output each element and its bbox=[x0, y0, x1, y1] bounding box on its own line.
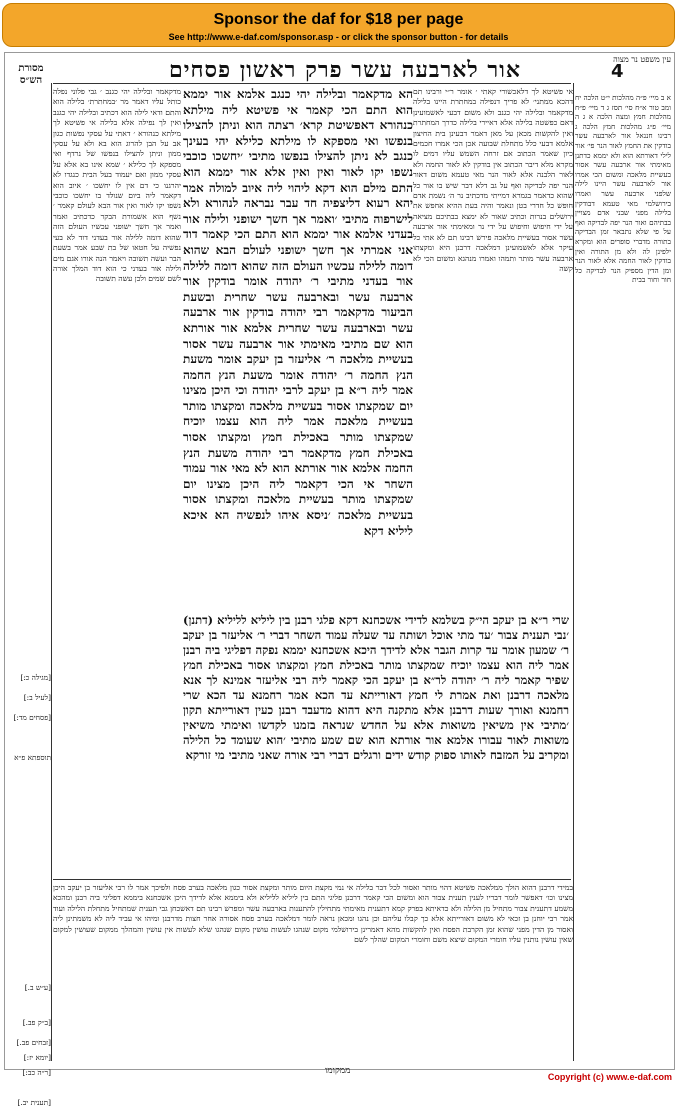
side-note: [יומא יז:] bbox=[23, 1053, 51, 1062]
sponsor-banner-subtitle[interactable]: See http://www.e-daf.com/sponsor.asp - or click the sponsor button - for details bbox=[168, 32, 509, 42]
ein-mishpat-label: עין משפט נר מצוה bbox=[613, 55, 671, 64]
sponsor-banner-title[interactable]: Sponsor the daf for $18 per page bbox=[213, 11, 464, 28]
side-note: [מגילה כ:] bbox=[20, 673, 51, 682]
page-number: 4 bbox=[611, 61, 624, 82]
side-note: תוספתא פ״א bbox=[14, 753, 51, 762]
page-header-title: אור לארבעה עשר פרק ראשון פסחים bbox=[169, 57, 521, 83]
side-note: [פסחים מד:] bbox=[13, 713, 51, 722]
gemara-text-continued: שרי ר״א בן יעקב הי״ק בשלמא לדידי אשכחנא דקא פלגי רבנן בין ליליא לליליא (דתנן) ׳נבי תענית צבור ׳עד מתי אוכל ושותה עד שעלה עמוד השחר דברי ר׳ אליעזר בן יעקב ר׳ שמעון אומר עד קרות הגבר אלא לדידך היכא אשכחנא יממא נפקה דפליגי ביה רבנן אמר ליה הוא עצמו יוכיח שמקצתו מותר באכילת חמץ ומקצתו אסור באכילת חמץ שפיר קאמר ליה ר׳ יהודה לר״א בן יעקב הכי קאמר ליה רבי אליעזר אמינא לך אנא מלאכה דרבנן ואת אמרת לי חמץ דאורייתא עד הכא אמר רחמנא עד הכא שרי רחמנא ואורך שעות דרבנן אלא מתקנה היא דהוא מדעבד רבנן כעין דאורייתא תקון ׳מתיבי אין משיאין משואות אלא על החדש שנראה בזמנו לקדשו ואימתי משיאין משואות לאור עבורו אלמא אור אורתא הוא שם שמע מתיבי ׳הוא שעומד כל הלילה ומקריב על המזבח לאותו ספוק קודש ידים ורגלים דברי רבי אורה שאני מתיבי מי זורקא bbox=[183, 613, 569, 762]
side-note: [זבחים פב.] bbox=[16, 1038, 51, 1047]
side-note: [ב״ק פב.] bbox=[22, 1018, 51, 1027]
sponsor-banner[interactable] bbox=[2, 3, 675, 47]
masechet-label: מסורת הש״ס bbox=[18, 63, 44, 86]
bottom-commentary: במידי דרבנן דהוא הולך ממלאכה פשיטא דהוי מותר ואסור לכל דבר בלילה אי נמי מקצת היום מותר ומקצת אסור כגון מלאכה בערב פסח ולפיכך אמר לו רבי אליעזר בן יעקב היכן מצינו וכו׳ דאפשר לומר דבריו לענין תענית צבור הוא ומשום הכי קאמר דרבנן פליגי התם בין ליליא לליליא ולא ביממא אלא לדידך היכן אשכחנא ביממא דפליגי ביה רבנן ומהכא משמע דתענית צבור מתחיל מן הלילה ולא כדאיתא בפרק קמא דתענית מאימתי מתחילין להתענות בארבעה עשר ומפרש רבינו תם דאשכחן גבי תענית שמתחיל מתחלת הלילה ועוד אמר רבי יוחנן בן זכאי לא משום דאורייתא אלא כך קבלו עליהם וכן נהגו ומכאן נראה לומר דמלאכה בערב פסח אסורה אחר חצות מדרבנן ומיהו אי עביד ליה לא משמתינן ליה ואסור מן הדין מפני שהוא זמן הקרבת הפסח ואין להקשות מהא דאמרינן בירושלמי מקום שנהגו לעשות עושין מקום שנהגו שלא לעשות אין עושין והמהלך ממקום שעושין למקום שאין עושין נותנין עליו חומרי המקום שיצא משם וחומרי המקום שהלך לשם bbox=[53, 883, 573, 945]
side-note: [תענית יב.] bbox=[17, 1098, 51, 1107]
side-note: [ע״ש ב.] bbox=[24, 983, 51, 992]
gemara-text: הא מדקאמר ובלילה יהי כנגב אלמא אור יממא הוא התם הכי קאמר אי פשיטא ליה מילתא כנהורא דאפשיטת קרא׳ רצתה הוא וניתן להצילו בנפשו ואי מספקא לו מילתא כלילא יהי בעינך כנגב לא ניתן להצילו בנפשו מתיבי ׳יחשכו כוכבי נשפו יקו לאור ואין ואין אלא אור יממא הוא התם מילם הוא דקא ליהוי ליה איוב למולה אמר יהא רעוא דליצפיה חד עבר נבראה לנהורא ולא לישרפוה מתיבי ׳ואמר אך חשך ישופני ולילה אור בעדני אלמא אור יממא הוא התם הכי קאמר דוד אני אמרתי אך חשך ישופני לעולם הבא שהוא דומה ללילה עכשיו העולם הזה שהוא דומה ללילה אור בעדני מתיבי ר׳ יהודה אומר בודקין אור ארבעה עשר ובארבעה עשר שחרית ובשעת הביעור מדקאמר רבי יהודה בודקין אור ארבעה עשר ובארבעה עשר שחרית אלמא אור אורתא הוא שם מתיבי מאימתי אור ארבעה עשר אסור בעשיית מלאכה ר׳ אליעזר בן יעקב אומר משעת הנץ החמה ר׳ יהודה אומר משעת הנץ החמה אמר ליה ר״א בן יעקב לרבי יהודה וכי היכן מצינו יום שמקצתו אסור בעשיית מלאכה ומקצתו מותר בעשיית מלאכה אמר ליה הוא עצמו יוכיח שמקצתו מותר באכילת חמץ ומקצתו אסור באכילת חמץ מדקאמר רבי יהודה משעת הנץ החמה אלמא אור אורתא הוא לא מאי אור עמוד השחר אי הכי דקאמר ליה היכן מצינו יום שמקצתו מותר בעשיית מלאכה ומקצתו אסור בעשיית מלאכה ׳ניסא איהו לנפשיה הא איכא ליליא דקא bbox=[183, 87, 413, 538]
copyright-link[interactable]: Copyright (c) www.e-daf.com bbox=[547, 1072, 672, 1082]
margin-references: א ב מיי׳ פ״ה מהלכות י״ט הלכה יח ומב טור א״ח סי׳ תסז ג ד מיי׳ פ״ח מהלכות חמץ ומצה הלכה א ג ה מיי׳ פ״ג מהלכות חמץ הלכה ג רבינו חננאל אור לארבעה עשר בודקין את החמץ לאור הנר פי׳ אור לילי דאורתא הוא ולא יממא כדתנן מאימתי אור ארבעה עשר אסור בעשיית מלאכה ומשום הכי אמרו אור לארבעה עשר היינו לילה שלפני ארבעה עשר ואמרו בירושלמי מאי טעמא דבודקין בלילה מפני שבני אדם מצויין בבתיהם ואור הנר יפה לבדיקה ואף על פי שלא נתבאר זמן הבדיקה בתורה מדברי סופרים הוא ומקרא ילפינן לה ולא מן התורה ואין בודקין לאור החמה אלא לאור הנר ומן הדין מספיק הנר לבדיקה כל חור וחור בבית bbox=[575, 93, 671, 285]
tosfos-commentary: אי פשיטא לך דלאכשורי קאתי ׳ אומר ר״י ורבינו תם דהכא ממתני׳ לא פריך דנפילה במחתרת היינו בלילה מדקאמר ובלילה יהי כגנב ולא משום דבעי לאשמועינן דאם כפשטה בלילה אלא דאיירי בלילה כדרך המחתרת ואין להקשות מכאן על מאן דאמר דבעינן בית החיצון אלמא דבעי כלל מתחלת שבועה אכן הכי אמרו חכמים כיון שאמר הכתוב אם זרחה השמש עליו דמים לו מקרא מלא דיבר הכתוב אין בודקין לא לאור החמה ולא לאור הלבנה אלא לאור הנר מאי טעמא משום דאור הנר יפה לבדיקה ואף על גב דלא דבר שיש בו אור כל שהוא כדאמר בגמרא דמייתי מדכתיב נר ה׳ נשמת אדם חופש כל חדרי בטן ונאמר והיה בעת ההיא אחפש את ירושלים בנרות וכתיב שאור לא ימצא בבתיכם מציאה על ידי חיפוש וחיפוש על ידי נר ומאימתי אור ארבעה עשר אסור בעשיית מלאכה פירש רבינו תם לא אתי כל עיקר אלא לאשמועינן דמלאכה דרבנן היא ומקצתו ארבעה עשר מותר ותמהו ואמרו מנהגא ומשום הכי לא קשה bbox=[413, 87, 573, 273]
side-note: [ר״ה כב:] bbox=[22, 1068, 51, 1077]
page-footer-word: ממקומו bbox=[325, 1066, 351, 1076]
side-note: [לעיל ב:] bbox=[23, 693, 51, 702]
rashi-commentary: מדקאמר ובלילה יהי כגנב ׳ גבי פלוני נפלה כותל עליו דאמר מר ׳במחתרת׳ בלילה הוא והתם ודאי לילה הוא דכתיב ובלילה יהי כגנב ואין לך נפילה אלא בלילה אי פשיטא לך מילתא כנהורא ׳ דאתי על עסקי נפשות כגון אב על הבן להרוג הוא בא ולא על עסקי ממון וניתן להצילו בנפשו של נרדף ואי מספקא לך כלילא ׳ שמא אינו בא אלא על עסקי ממון ואם יעמוד בעל הבית כנגדו לא יהרגנו כי דם אין לו יחשכו ׳ איוב הוא דקאמר ליה ביום שנולד בו יחשכו כוכבי נשפו יקו לאור ואין אור הבא לעולם קאמר ׳ נשף הוא אשמורת הבקר כדכתיב ואמר ואמר אך חשך ישופני עכשיו העולם הזה שהוא דומה ללילה אור בעדני דוד לא בעי נפשיה על חטאו של בת שבע אמר בשעת הבר ועשה תשובה ויאמר הנה אורו אגם מים ולילה אור בעדני כי הוא דוד המלך אורה לשם שמים ולכן עשה תשובה bbox=[53, 87, 181, 284]
